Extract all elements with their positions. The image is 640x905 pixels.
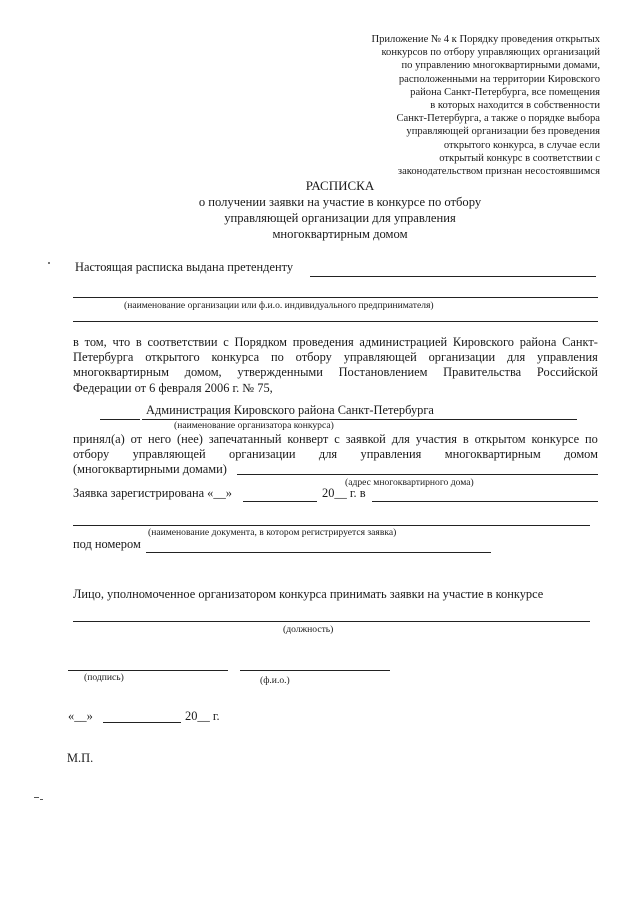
word: конверт xyxy=(287,432,329,446)
title-line-2: управляющей организации для управления xyxy=(224,211,456,225)
word: отбору xyxy=(295,350,332,365)
word: соответствии xyxy=(147,335,218,349)
word: с xyxy=(334,432,340,446)
word: участия xyxy=(415,432,457,446)
word: Правительства xyxy=(443,365,522,380)
stamp-place: М.П. xyxy=(67,751,94,765)
word: с xyxy=(223,335,229,349)
organizer-hint: (наименование организатора конкурса) xyxy=(174,420,334,431)
word: принял(а) xyxy=(73,432,125,446)
word: том, xyxy=(84,335,107,349)
applicant-name-line[interactable] xyxy=(310,276,596,277)
registered-year: 20__ г. в xyxy=(322,486,366,500)
word: Порядком xyxy=(234,335,288,349)
address-line[interactable] xyxy=(237,474,598,475)
word: по xyxy=(270,350,284,365)
paragraph-received xyxy=(73,432,598,478)
date-month-line[interactable] xyxy=(103,722,181,723)
word: Постановлением xyxy=(338,365,428,380)
appendix-line: расположенными на территории Кировского xyxy=(398,73,600,85)
word: домом xyxy=(564,447,598,462)
word: от xyxy=(130,432,143,446)
word: для xyxy=(318,447,338,462)
appendix-line: Санкт-Петербурга, а также о порядке выбора xyxy=(396,113,600,125)
signature-line[interactable] xyxy=(68,670,228,671)
authorized-person-label: Лицо, уполномоченное организатором конкурса принимать заявки на участие в конкурсе xyxy=(73,587,544,601)
applicant-name-line-2[interactable] xyxy=(73,297,598,298)
registered-document-line[interactable] xyxy=(73,525,590,526)
title-line-3: многоквартирным домом xyxy=(272,227,408,241)
word: заявкой xyxy=(345,432,386,446)
word: администрацией xyxy=(359,335,448,349)
word: управления xyxy=(537,350,598,365)
applicant-name-line-3[interactable] xyxy=(73,321,598,322)
under-number-line[interactable] xyxy=(146,552,491,553)
signature-hint: (подпись) xyxy=(84,672,124,683)
paragraph-basis xyxy=(73,335,598,396)
registered-in-line[interactable] xyxy=(372,501,598,502)
appendix-note xyxy=(340,33,600,178)
registered-label: Заявка зарегистрирована «__» xyxy=(73,486,232,500)
organizer-name: Администрация Кировского района Санкт-Петербурга xyxy=(146,403,434,417)
date-year: 20__ г. xyxy=(185,709,220,723)
word: района xyxy=(519,335,557,349)
word: по xyxy=(585,432,598,446)
word: управляющей xyxy=(343,350,417,365)
word: запечатанный xyxy=(208,432,282,446)
address-hint: (адрес многоквартирного дома) xyxy=(345,477,474,488)
word: для xyxy=(506,350,526,365)
organizer-line-right xyxy=(450,419,577,420)
appendix-line: управляющей организации без проведения xyxy=(406,126,600,138)
word: него xyxy=(147,432,172,446)
scan-mark-bottom-2 xyxy=(40,799,43,800)
word: конкурса xyxy=(211,350,260,365)
word: открытом xyxy=(474,432,526,446)
fio-hint: (ф.и.о.) xyxy=(260,675,290,686)
paragraph-basis-line-3 xyxy=(73,365,598,380)
scan-mark-left xyxy=(48,262,50,264)
doc-hint: (наименование документа, в котором регистрируется заявка) xyxy=(148,527,397,538)
position-hint: (должность) xyxy=(283,624,334,635)
document-title: РАСПИСКА xyxy=(305,178,375,193)
appendix-line: открытого конкурса, в случае если xyxy=(443,139,600,151)
appendix-line: в которых находится в собственности xyxy=(430,100,600,112)
word: домом, xyxy=(184,365,222,380)
paragraph-received-line-3: (многоквартирными домами) xyxy=(73,462,227,477)
org-name-hint: (наименование организации или ф.и.о. индивидуального предпринимателя) xyxy=(124,300,434,311)
position-line[interactable] xyxy=(73,621,590,622)
appendix-line: конкурсов по отбору управляющих организаций xyxy=(381,47,600,59)
word: организации xyxy=(428,350,496,365)
organizer-line-left xyxy=(100,419,140,420)
word: многоквартирным xyxy=(73,365,169,380)
appendix-line: законодательством признан несостоявшимся xyxy=(397,166,600,178)
paragraph-received-line-1 xyxy=(73,432,598,447)
word: Петербурга xyxy=(73,350,134,365)
word: в xyxy=(73,335,79,349)
word: Кировского xyxy=(452,335,514,349)
word: отбору xyxy=(73,447,110,462)
word: в xyxy=(462,432,469,446)
issued-to-label: Настоящая расписка выдана претенденту xyxy=(75,260,294,274)
word: для xyxy=(391,432,410,446)
paragraph-basis-line-4: Федерации от 6 февраля 2006 г. № 75, xyxy=(73,380,273,395)
word: конкурсе xyxy=(531,432,580,446)
registered-month-line[interactable] xyxy=(243,501,317,502)
scan-mark-bottom xyxy=(34,797,39,798)
appendix-line: района Санкт-Петербурга, все помещения xyxy=(410,86,600,98)
title-line-1: о получении заявки на участие в конкурсе по отбору xyxy=(198,195,482,209)
paragraph-basis-line-1 xyxy=(73,335,598,350)
word: многоквартирным xyxy=(444,447,541,462)
paragraph-basis-line-2 xyxy=(73,350,598,365)
word: в xyxy=(135,335,142,349)
word: Российской xyxy=(536,365,598,380)
paragraph-received-line-2 xyxy=(73,447,598,462)
word: открытого xyxy=(145,350,200,365)
word: проведения xyxy=(292,335,354,349)
under-number-label: под номером xyxy=(73,537,141,551)
word: Санкт- xyxy=(562,335,598,349)
word: управляющей xyxy=(132,447,206,462)
word: (нее) xyxy=(176,432,203,446)
appendix-line: открытый конкурс в соответствии с xyxy=(439,152,600,164)
word: утвержденными xyxy=(237,365,323,380)
word: что xyxy=(112,335,131,349)
fio-line[interactable] xyxy=(240,670,390,671)
word: управления xyxy=(360,447,422,462)
appendix-line: по управлению многоквартирными домами, xyxy=(401,60,600,72)
word: организации xyxy=(229,447,296,462)
date-day: «__» xyxy=(68,709,93,723)
appendix-line: Приложение № 4 к Порядку проведения открытых xyxy=(371,34,600,45)
